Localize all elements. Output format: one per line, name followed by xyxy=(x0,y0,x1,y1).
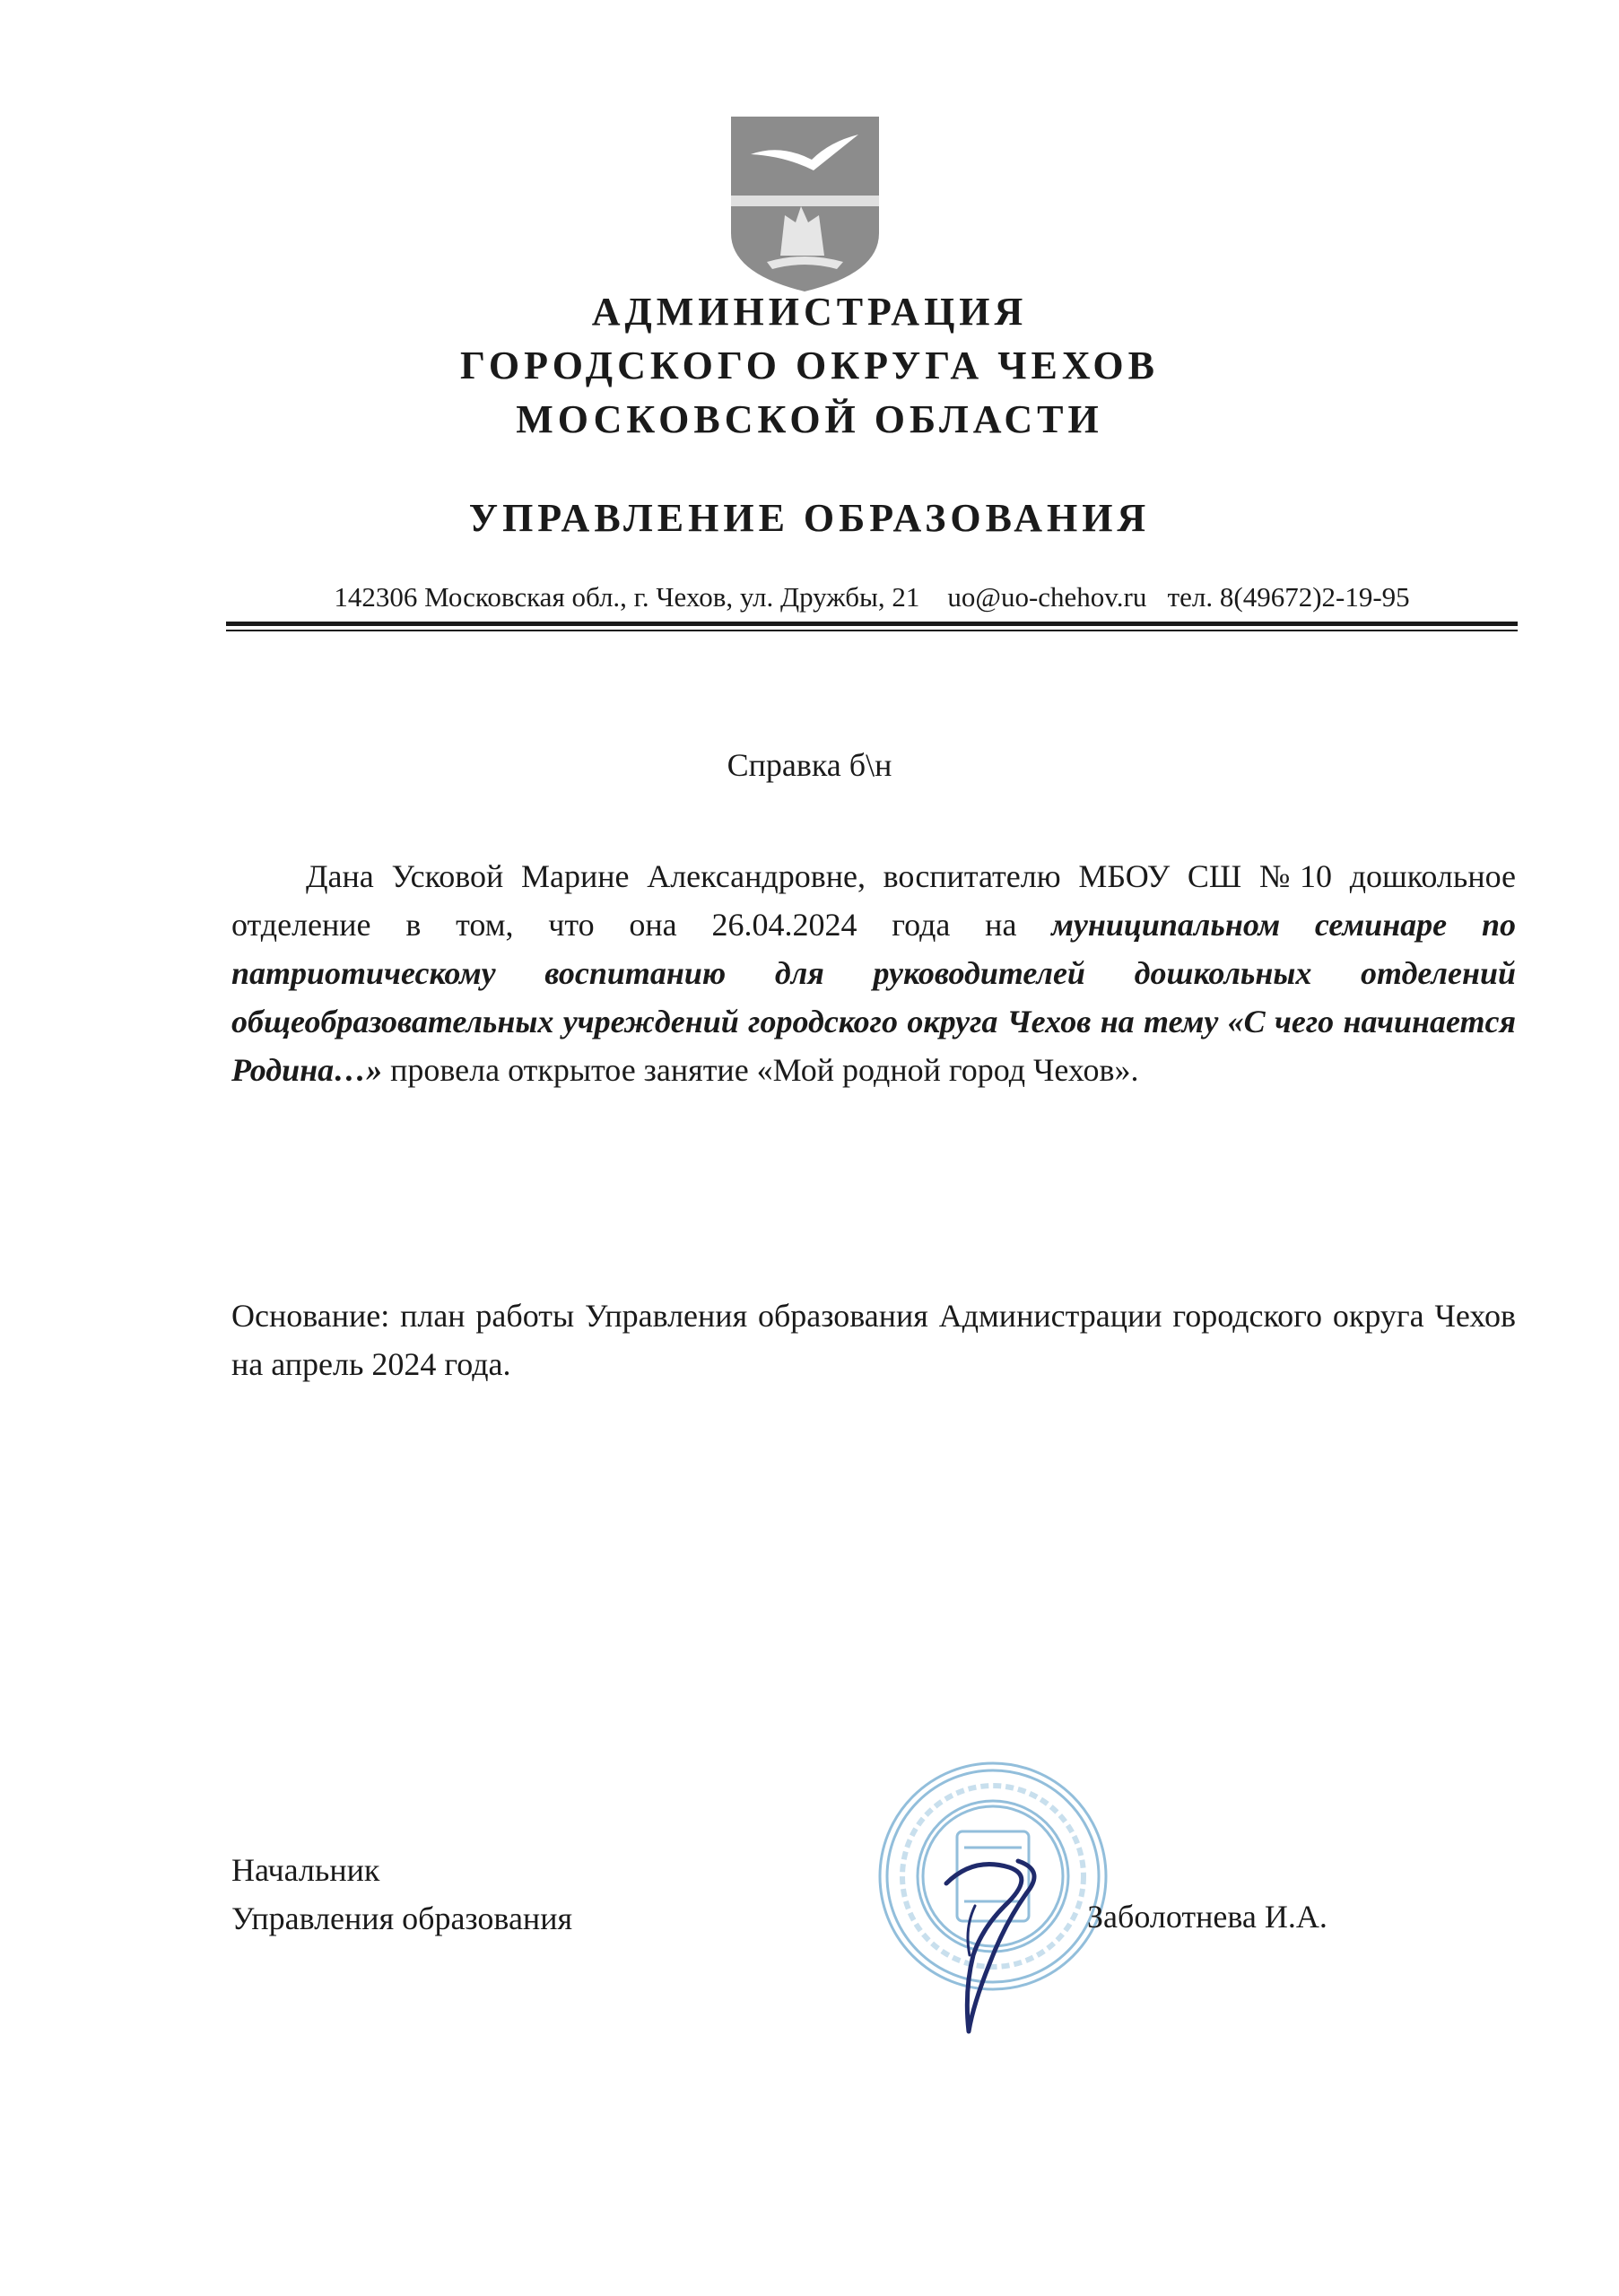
header-line-administration: АДМИНИСТРАЦИЯ xyxy=(591,290,1028,334)
header-divider-thick xyxy=(226,622,1518,626)
header-divider-thin xyxy=(226,630,1518,631)
handwritten-signature xyxy=(910,1821,1072,2045)
organization-header xyxy=(0,285,1619,447)
certificate-body xyxy=(231,852,1516,1094)
coat-of-arms-emblem xyxy=(731,117,879,291)
document-title: Справка б\н xyxy=(727,747,892,783)
department-name: УПРАВЛЕНИЕ ОБРАЗОВАНИЯ xyxy=(468,496,1151,540)
header-line-region: МОСКОВСКОЙ ОБЛАСТИ xyxy=(516,397,1103,441)
phone-text: тел. 8(49672)2-19-95 xyxy=(1167,581,1410,613)
position-line1: Начальник xyxy=(231,1852,380,1888)
signatory-name: Заболотнева И.А. xyxy=(1087,1899,1327,1935)
body-text-part2: провела открытое занятие «Мой родной город Чехов». xyxy=(382,1052,1139,1088)
email-text: uo@uo-chehov.ru xyxy=(947,581,1147,613)
address-text: 142306 Московская обл., г. Чехов, ул. Дружбы, 21 xyxy=(334,581,920,613)
basis-paragraph: Основание: план работы Управления образования Администрации городского округа Чехов на апрель 2024 года. xyxy=(231,1298,1516,1382)
body-text-part1: Дана Усковой Марине Александровне, воспитателю МБОУ СШ №10 дошкольное отделение в том, что она 26.04.2024 года на xyxy=(231,858,1516,943)
header-line-district: ГОРОДСКОГО ОКРУГА ЧЕХОВ xyxy=(460,344,1159,387)
signatory-position xyxy=(231,1846,572,1943)
position-line2: Управления образования xyxy=(231,1900,573,1936)
contact-line xyxy=(226,581,1518,613)
body-text-emphasis: муниципальном семинаре по патриотическому воспитанию для руководителей дошкольных отделений общеобразовательных учреждений городского округа Чехов на тему «С чего начинается Родина…» xyxy=(231,907,1516,1088)
